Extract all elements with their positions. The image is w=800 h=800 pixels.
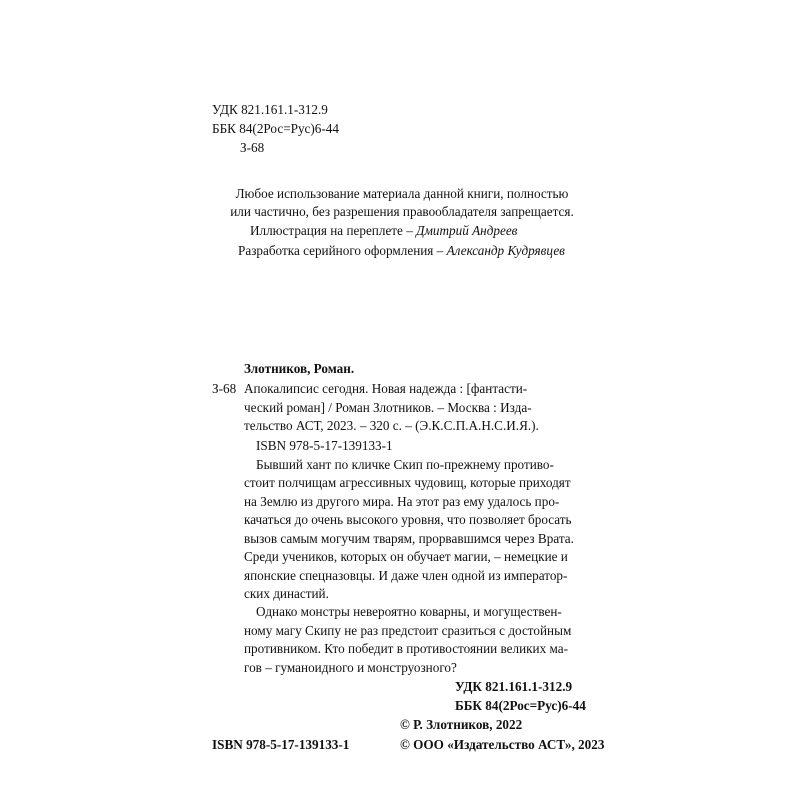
annotation-line: вызов самым могучим тварям, прорвавшимся через Врата. bbox=[244, 531, 574, 546]
bbk-code: ББК 84(2Рос=Рус)6-44 bbox=[212, 121, 339, 136]
annotation-line: Бывший хант по кличке Скип по-прежнему противо- bbox=[256, 457, 554, 472]
annotation-line: стоит полчищам агрессивных чудовищ, которые приходят bbox=[244, 475, 571, 490]
record-isbn: ISBN 978-5-17-139133-1 bbox=[256, 438, 393, 453]
copyright-notice-line-1: Любое использование материала данной книги, полностью bbox=[235, 186, 569, 201]
annotation-line: качаться до очень высокого уровня, что позволяет бросать bbox=[244, 512, 572, 527]
record-author: Злотников, Роман. bbox=[244, 361, 355, 376]
series-design-label: Разработка серийного оформления – bbox=[238, 243, 447, 258]
udk-code: УДК 821.161.1-312.9 bbox=[212, 102, 328, 117]
illustration-label: Иллюстрация на переплете – bbox=[250, 223, 417, 238]
annotation-line: ских династий. bbox=[244, 586, 329, 601]
copyright-author: © Р. Злотников, 2022 bbox=[400, 717, 523, 732]
annotation-line: на Землю из другого мира. На этот раз ему удалось про- bbox=[244, 494, 560, 509]
author-mark: З-68 bbox=[240, 140, 265, 155]
illustration-author: Дмитрий Андреев bbox=[416, 223, 518, 238]
copyright-notice-line-2: или частично, без разрешения правообладателя запрещается. bbox=[230, 204, 574, 219]
footer-udk-code: УДК 821.161.1-312.9 bbox=[455, 679, 573, 694]
annotation-line: японские спецназовцы. И даже член одной из император- bbox=[244, 568, 568, 583]
copyright-publisher: © ООО «Издательство АСТ», 2023 bbox=[400, 737, 605, 752]
annotation-line: Однако монстры невероятно коварны, и могуществен- bbox=[256, 604, 562, 619]
series-design-author: Александр Кудрявцев bbox=[446, 243, 565, 258]
annotation-line: Среди учеников, которых он обучает магии, – немецкие и bbox=[244, 549, 568, 564]
record-description-line-2: ческий роман] / Роман Злотников. – Москва : Изда- bbox=[244, 400, 532, 415]
annotation-line: противником. Кто победит в противостоянии великих ма- bbox=[244, 641, 569, 656]
annotation-line: ному магу Скипу не раз предстоит сразиться с достойным bbox=[244, 623, 572, 638]
series-design-credit bbox=[238, 242, 565, 260]
footer-bbk-code: ББК 84(2Рос=Рус)6-44 bbox=[455, 698, 586, 713]
bottom-isbn: ISBN 978-5-17-139133-1 bbox=[212, 737, 350, 752]
annotation-line: гов – гуманоидного и монструозного? bbox=[244, 660, 457, 675]
record-author-mark: З-68 bbox=[212, 381, 237, 396]
illustration-credit bbox=[250, 222, 517, 240]
record-description-line-1: Апокалипсис сегодня. Новая надежда : [фантасти- bbox=[244, 381, 528, 396]
record-description-line-3: тельство АСТ, 2023. – 320 с. – (Э.К.С.П.А.Н.С.И.Я.). bbox=[244, 418, 539, 433]
